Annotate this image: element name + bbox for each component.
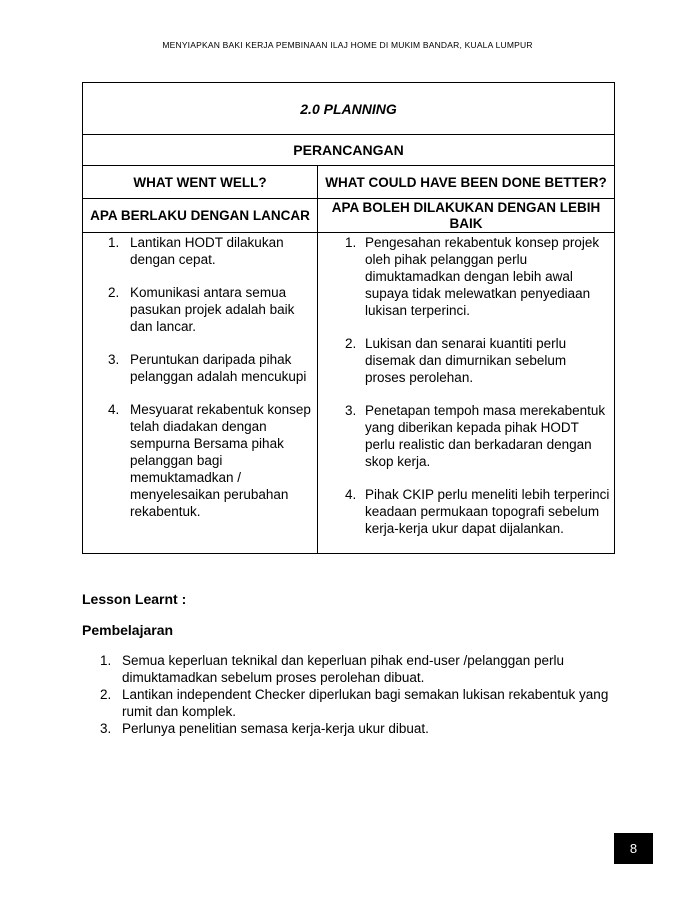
running-header: MENYIAPKAN BAKI KERJA PEMBINAAN ILAJ HOME DI MUKIM BANDAR, KUALA LUMPUR: [162, 40, 533, 50]
list-text: Lukisan dan senarai kuantiti perlu disemak dan dimurnikan sebelum proses perolehan.: [365, 336, 567, 385]
list-item: [345, 234, 610, 319]
column-header-berlaku-lancar: APA BERLAKU DENGAN LANCAR: [83, 199, 318, 233]
list-text: Perlunya penelitian semasa kerja-kerja ukur dibuat.: [122, 721, 429, 736]
list-number: 1.: [100, 653, 112, 668]
table-subtitle: PERANCANGAN: [83, 135, 615, 166]
list-text: Mesyuarat rekabentuk konsep telah diadakan dengan sempurna Bersama pihak pelanggan bagi memuktamadkan / menyelesaikan perubahan rekabentuk.: [130, 402, 311, 519]
list-text: Penetapan tempoh masa merekabentuk yang diberikan kepada pihak HODT perlu realistic dan berkadaran dengan skop kerja.: [365, 403, 606, 469]
list-text: Lantikan HODT dilakukan dengan cepat.: [130, 235, 284, 267]
pembelajaran-heading: Pembelajaran: [82, 622, 174, 638]
list-item: [108, 351, 313, 385]
list-text: Pengesahan rekabentuk konsep projek oleh pihak pelanggan perlu dimuktamadkan dengan lebih awal supaya tidak melewatkan penyediaan lukisan terperinci.: [365, 235, 600, 318]
list-item: [100, 686, 620, 720]
list-number: 2.: [108, 285, 120, 300]
planning-table: [82, 82, 615, 554]
list-number: 3.: [108, 352, 120, 367]
list-item: [108, 234, 313, 268]
list-number: 2.: [345, 336, 357, 351]
column-header-done-better: WHAT COULD HAVE BEEN DONE BETTER?: [318, 166, 615, 199]
done-better-cell: [318, 233, 615, 554]
list-text: Komunikasi antara semua pasukan projek adalah baik dan lancar.: [130, 285, 295, 334]
list-number: 3.: [345, 403, 357, 418]
list-item: [345, 486, 610, 537]
list-item: [108, 401, 313, 520]
list-number: 4.: [108, 402, 120, 417]
list-text: Peruntukan daripada pihak pelanggan adalah mencukupi: [130, 352, 307, 384]
list-item: [345, 335, 610, 386]
lesson-learnt-heading: Lesson Learnt :: [82, 591, 187, 607]
list-item: [345, 402, 610, 470]
column-header-lebih-baik: APA BOLEH DILAKUKAN DENGAN LEBIH BAIK: [318, 199, 615, 233]
column-header-went-well: WHAT WENT WELL?: [83, 166, 318, 199]
list-item: [100, 720, 620, 737]
list-number: 1.: [345, 235, 357, 250]
list-number: 1.: [108, 235, 120, 250]
done-better-list: [318, 234, 614, 537]
went-well-list: [83, 234, 317, 520]
lesson-list: [100, 652, 620, 737]
list-number: 4.: [345, 487, 357, 502]
page-number: 8: [614, 833, 653, 864]
list-text: Pihak CKIP perlu meneliti lebih terperinci keadaan permukaan topografi sebelum kerja-kerja ukur dapat dijalankan.: [365, 487, 610, 536]
list-number: 2.: [100, 687, 112, 702]
table-title: 2.0 PLANNING: [83, 83, 615, 135]
list-text: Lantikan independent Checker diperlukan bagi semakan lukisan rekabentuk yang rumit dan komplek.: [122, 687, 609, 719]
list-item: [108, 284, 313, 335]
list-text: Semua keperluan teknikal dan keperluan pihak end-user /pelanggan perlu dimuktamadkan sebelum proses perolehan dibuat.: [122, 653, 565, 685]
list-number: 3.: [100, 721, 112, 736]
list-item: [100, 652, 620, 686]
went-well-cell: [83, 233, 318, 554]
